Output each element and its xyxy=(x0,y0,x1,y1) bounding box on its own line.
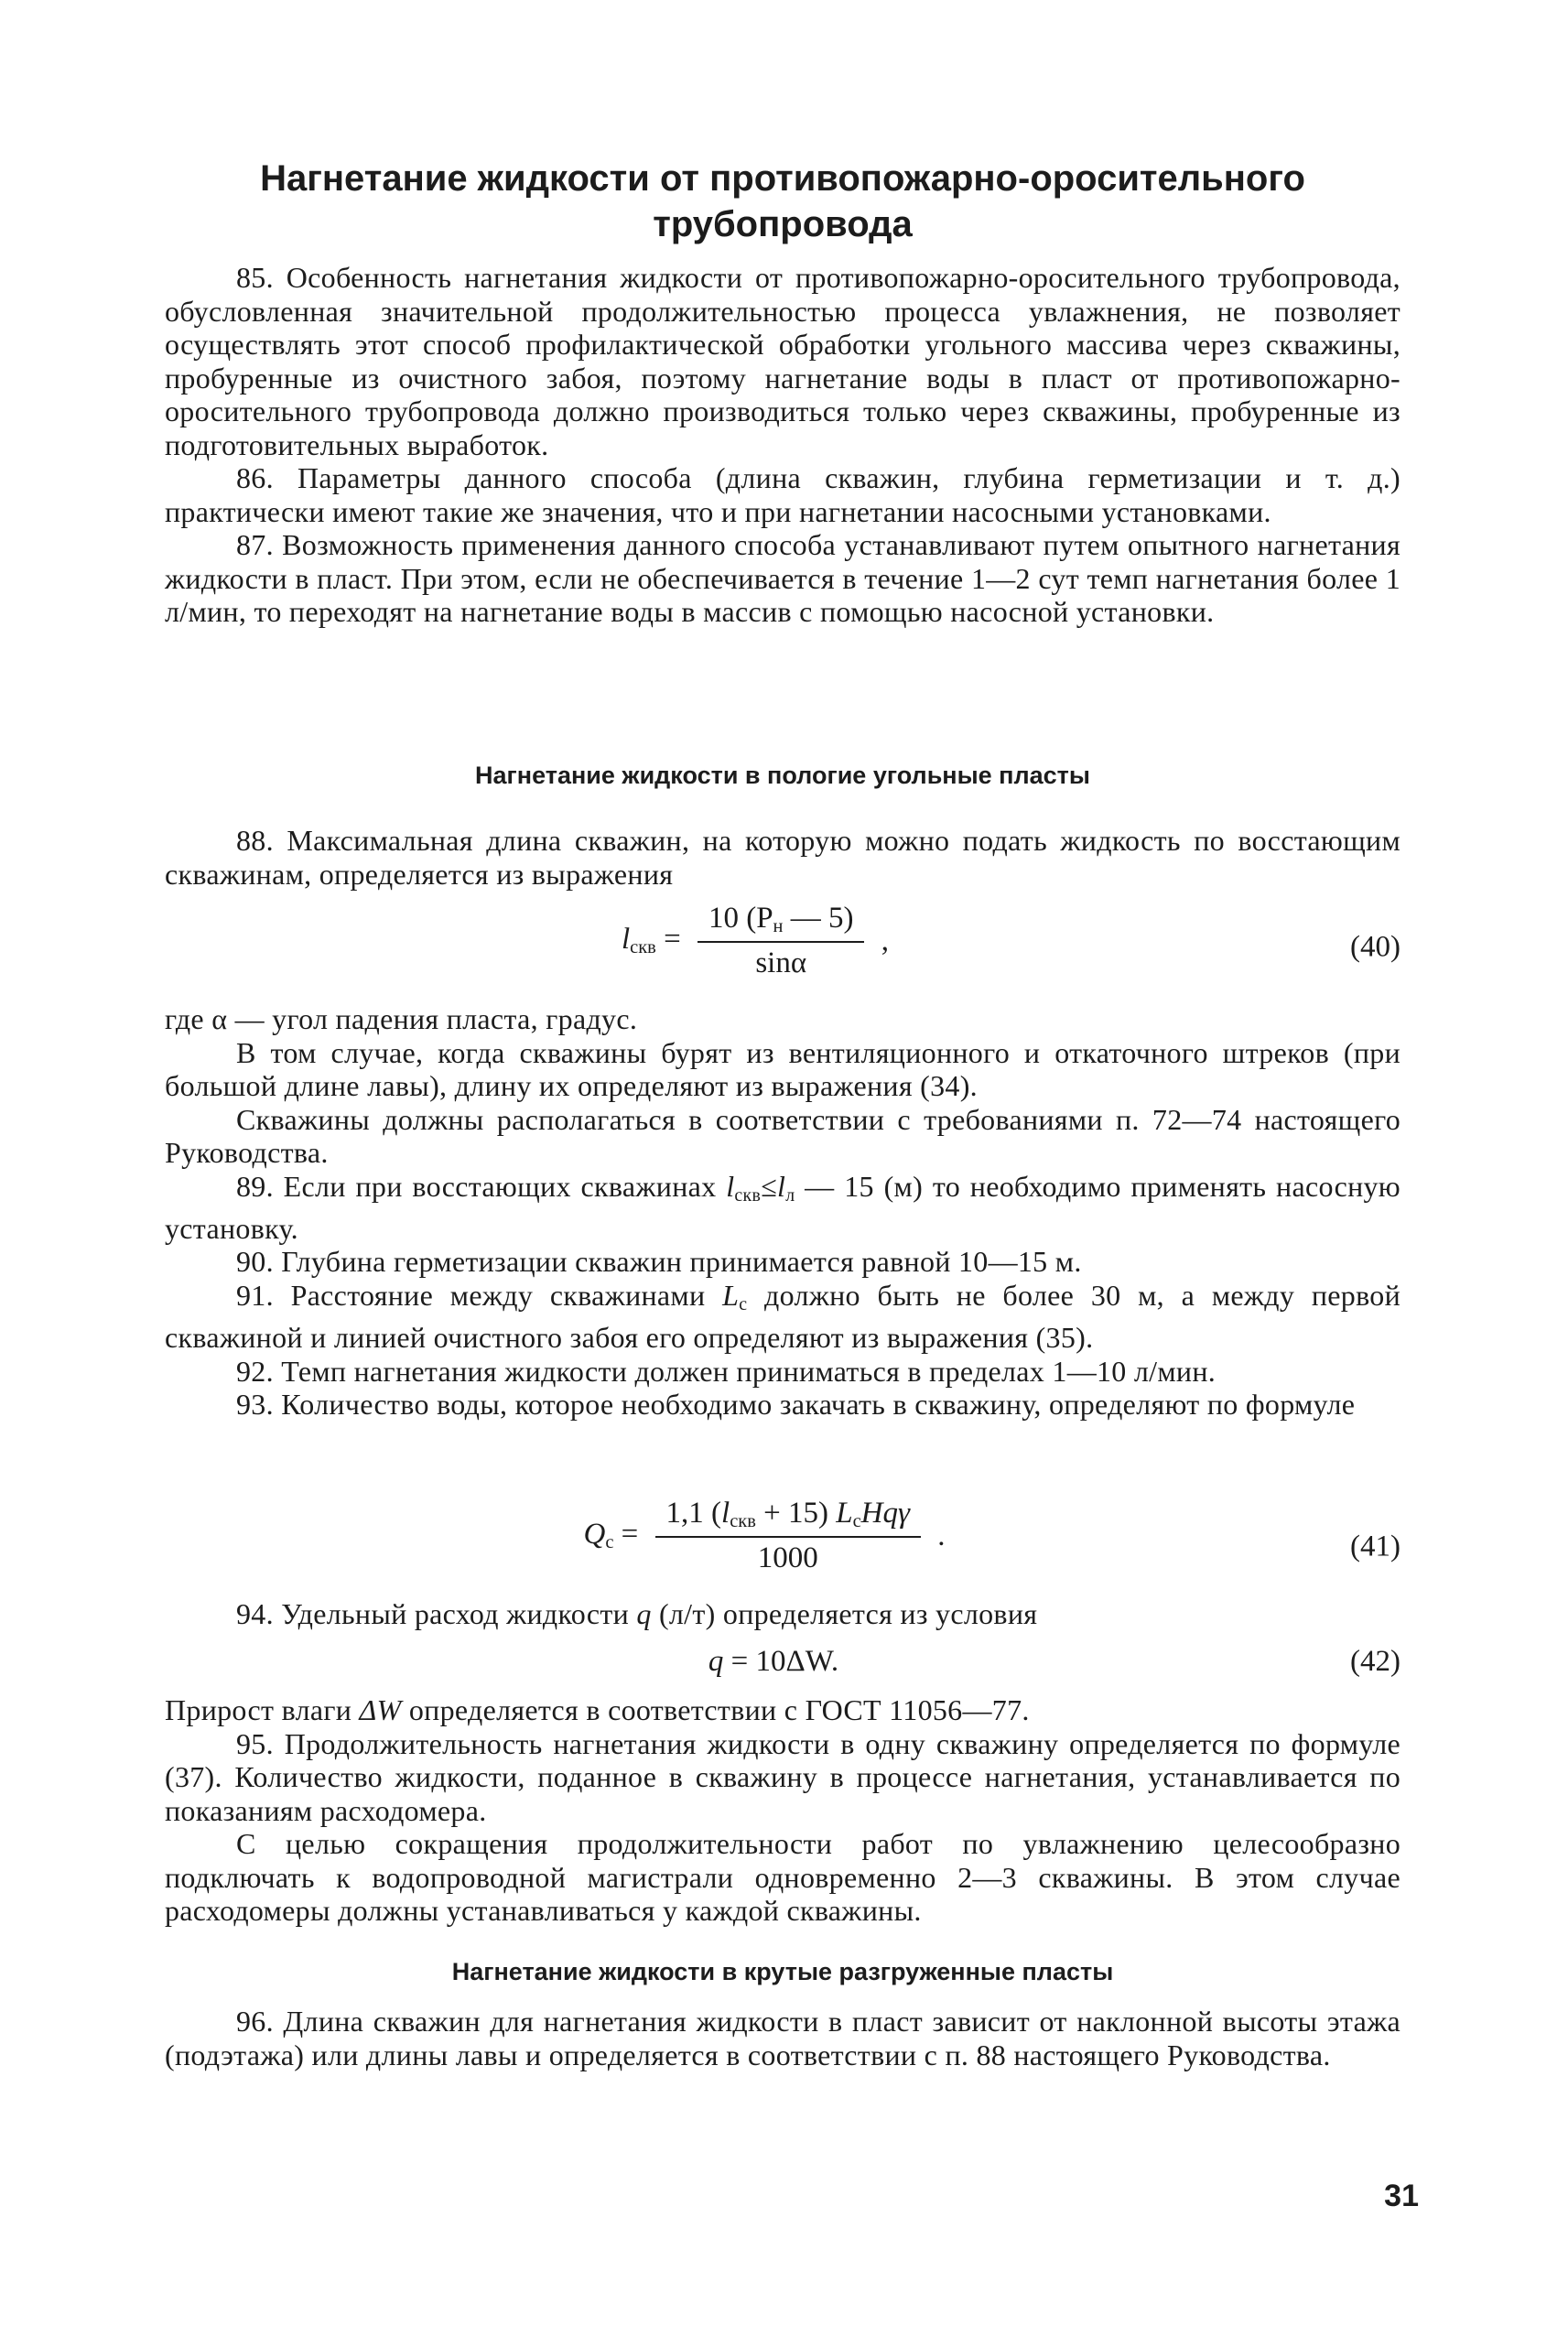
section-2-body-a xyxy=(165,1002,1400,1422)
paragraph-95: 95. Продолжительность нагнетания жидкости в одну скважину определяется по формуле (37). Количество жидкости, поданное в скважину в процессе нагнетания, устанавливается по показаниям расходомера. xyxy=(165,1726,1400,1827)
section-2-heading: Нагнетание жидкости в пологие угольные пласты xyxy=(475,762,1090,789)
formula-40-fraction xyxy=(697,902,865,980)
formula-42-number: (42) xyxy=(1350,1645,1400,1678)
paragraph-where: где α — угол падения пласта, градус. xyxy=(165,1002,638,1035)
formula-40-denominator: sinα xyxy=(755,946,807,980)
formula-42-expression: q = 10ΔW. xyxy=(708,1645,839,1678)
paragraph-96: 96. Длина скважин для нагнетания жидкости в пласт зависит от наклонной высоты этажа (подэтажа) или длины лавы и определяется в соответствии с п. 88 настоящего Руководства. xyxy=(165,2005,1400,2071)
paragraph-aim: С целью сокращения продолжительности работ по увлажнению целесообразно подключать к водопроводной магистрали одновременно 2—3 скважины. В этом случае расходомеры должны устанавливаться у каждой скважины. xyxy=(165,1827,1400,1927)
paragraph-92: 92. Темп нагнетания жидкости должен приниматься в пределах 1—10 л/мин. xyxy=(236,1354,1217,1388)
formula-41-fraction xyxy=(655,1497,921,1575)
section-3-heading-block xyxy=(165,1956,1400,1987)
paragraph-86: 86. Параметры данного способа (длина скважин, глубина герметизации и т. д.) практически имеют такие же значения, что и при нагнетании насосными установками. xyxy=(165,461,1400,528)
paragraph-88: 88. Максимальная длина скважин, на которую можно подать жидкость по восстающим скважинам, определяется из выражения xyxy=(165,824,1400,891)
section-2-heading-block xyxy=(165,760,1400,791)
formula-41-lhs: $Q_с$ = xyxy=(583,1518,639,1553)
section-2-body-b xyxy=(165,1693,1400,1928)
page-number: 31 xyxy=(1384,2179,1419,2213)
formula-40: $l_{скв}$ = $\frac{10 (P_н — 5)}{\sin\alpha}$ , (40) xyxy=(622,902,1400,980)
paragraph-case: В том случае, когда скважины бурят из вентиляционного и откаточного штреков (при большой длине лавы), длину их определяют из выражения (34). xyxy=(165,1035,1400,1102)
title-block xyxy=(165,156,1400,247)
formula-40-number: (40) xyxy=(1350,930,1400,964)
paragraph-location: Скважины должны располагаться в соответствии с требованиями п. 72—74 настоящего Руководства. xyxy=(165,1102,1400,1169)
paragraph-85: 85. Особенность нагнетания жидкости от противопожарно-оросительного трубопровода, обусловленная значительной продолжительностью процесса увлажнения, не позволяет осуществлять этот способ профилактической обработки угольного массива через скважины, пробуренные из очистного забоя, поэтому нагнетание воды в пласт от противопожарно-оросительного трубопровода должно производиться только через скважины, пробуренные из подготовительных выработок. xyxy=(165,261,1400,461)
paragraph-89: 89. Если при восстающих скважинах $l_{скв}\le l_л$ — 15 (м) то необходимо применять насосную установку. xyxy=(165,1169,1400,1245)
formula-41-numerator: 1,1 $(l_{скв} + 15)$ $L_сHq\gamma$ xyxy=(655,1497,921,1538)
paragraph-94-block xyxy=(165,1597,1400,1631)
formula-40-numerator: 10 ($P_н$ — 5) xyxy=(697,902,865,943)
section-1-body xyxy=(165,261,1400,629)
paragraph-moisture: Прирост влаги ΔW определяется в соответствии с ГОСТ 11056—77. xyxy=(165,1693,1030,1726)
section-3-heading: Нагнетание жидкости в крутые разгруженные пласты xyxy=(451,1958,1114,1985)
formula-41: $Q_с$ = $\frac{1,1 (l_{скв} + 15) L_сHq\gamma}{1000}$ . (41) xyxy=(583,1497,1400,1575)
formula-42 xyxy=(165,1638,1400,1684)
formula-41-denominator: 1000 xyxy=(757,1541,818,1575)
paragraph-87: 87. Возможность применения данного способа устанавливают путем опытного нагнетания жидкости в пласт. При этом, если не обеспечивается в течение 1—2 сут темп нагнетания более 1 л/мин, то переходят на нагнетание воды в массив с помощью насосной установки. xyxy=(165,528,1400,628)
paragraph-94: 94. Удельный расход жидкости q (л/т) определяется из условия xyxy=(236,1597,1038,1630)
paragraph-88-block xyxy=(165,824,1400,891)
paragraph-93: 93. Количество воды, которое необходимо закачать в скважину, определяют по формуле xyxy=(236,1388,1356,1422)
paragraph-91: 91. Расстояние между скважинами $L_с$ должно быть не более 30 м, а между первой скважиной и линией очистного забоя его определяют из выражения (35). xyxy=(165,1278,1400,1355)
section-3-body xyxy=(165,2005,1400,2071)
formula-41-number: (41) xyxy=(1350,1530,1400,1563)
paragraph-90: 90. Глубина герметизации скважин принимается равной 10—15 м. xyxy=(236,1245,1082,1279)
page-title-line-1: Нагнетание жидкости от противопожарно-оросительного xyxy=(260,158,1305,199)
formula-40-lhs: $l_{скв}$ = xyxy=(622,923,681,958)
page-title-line-2: трубопровода xyxy=(653,204,913,244)
